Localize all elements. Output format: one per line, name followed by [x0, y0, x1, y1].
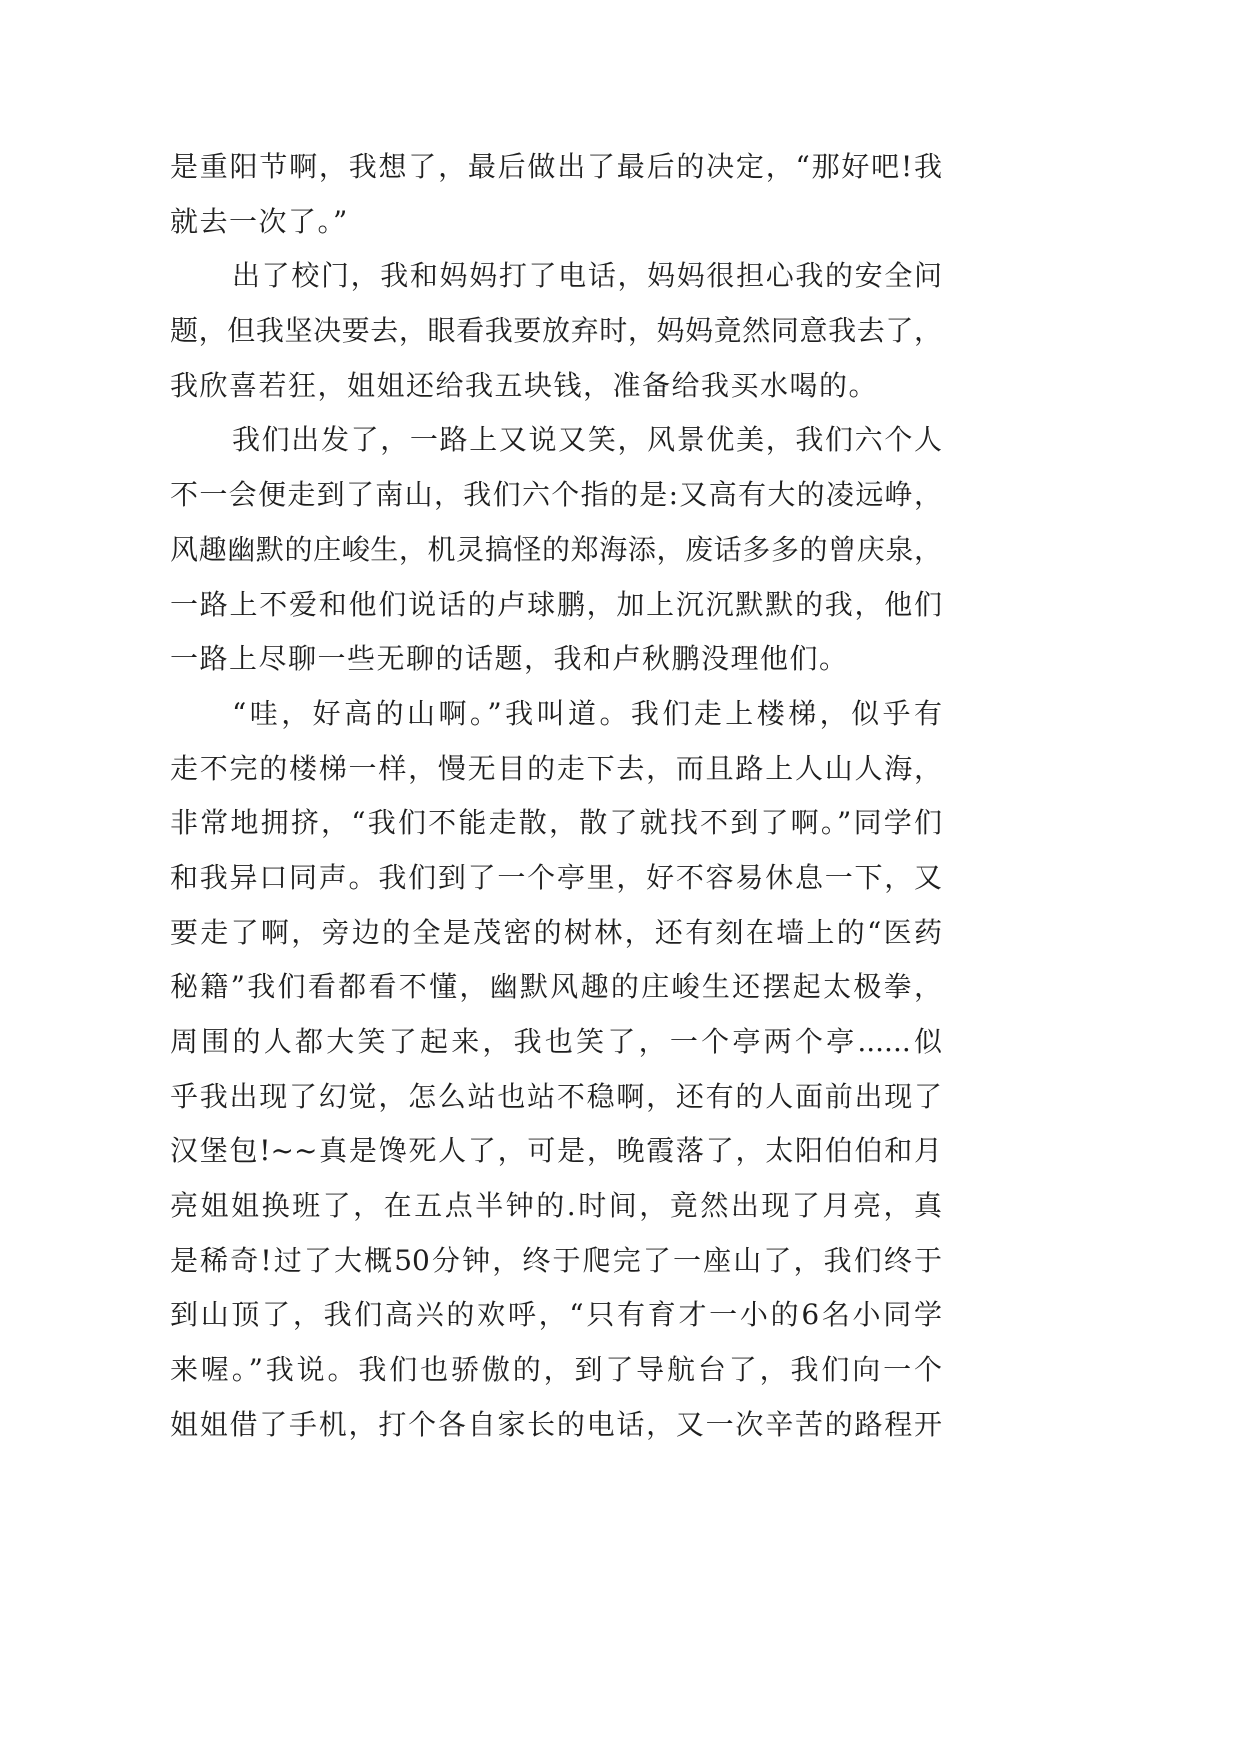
- paragraph: [170, 687, 942, 1453]
- text-line: 走不完的楼梯一样，慢无目的走下去，而且路上人山人海，: [170, 751, 942, 785]
- text-line: 到山顶了，我们高兴的欢呼，“只有育才一小的6名小同学: [170, 1298, 942, 1332]
- paragraph: [170, 140, 942, 249]
- text-line: 汉堡包!~~真是馋死人了，可是，晚霞落了，太阳伯伯和月: [170, 1134, 942, 1168]
- text-line: 题，但我坚决要去，眼看我要放弃时，妈妈竟然同意我去了，: [170, 314, 942, 348]
- text-line: 来喔。”我说。我们也骄傲的，到了导航台了，我们向一个: [170, 1353, 942, 1387]
- text-line: 和我异口同声。我们到了一个亭里，好不容易休息一下，又: [170, 860, 942, 894]
- text-line: 不一会便走到了南山，我们六个指的是:又高有大的凌远峥，: [170, 478, 942, 512]
- paragraph: [170, 413, 942, 686]
- text-line: 是重阳节啊，我想了，最后做出了最后的决定，“那好吧!我: [170, 150, 942, 183]
- text-line: 就去一次了。”: [170, 204, 349, 238]
- text-line: 秘籍”我们看都看不懂，幽默风趣的庄峻生还摆起太极拳，: [170, 970, 942, 1004]
- text-line: 姐姐借了手机，打个各自家长的电话，又一次辛苦的路程开: [170, 1407, 942, 1441]
- text-line: 亮姐姐换班了，在五点半钟的.时间，竟然出现了月亮，真: [170, 1189, 942, 1223]
- text-line: 是稀奇!过了大概50分钟，终于爬完了一座山了，我们终于: [170, 1243, 942, 1277]
- text-line: 我欣喜若狂，姐姐还给我五块钱，准备给我买水喝的。: [170, 368, 879, 402]
- text-line: “哇，好高的山啊。”我叫道。我们走上楼梯，似乎有: [232, 696, 942, 730]
- text-line: 乎我出现了幻觉，怎么站也站不稳啊，还有的人面前出现了: [170, 1079, 942, 1113]
- text-line: 一路上尽聊一些无聊的话题，我和卢秋鹏没理他们。: [170, 642, 849, 676]
- text-line: 一路上不爱和他们说话的卢球鹏，加上沉沉默默的我，他们: [170, 587, 942, 621]
- text-line: 非常地拥挤，“我们不能走散，散了就找不到了啊。”同学们: [170, 806, 942, 840]
- body-text: [170, 140, 942, 1453]
- text-line: 要走了啊，旁边的全是茂密的树林，还有刻在墙上的“医药: [170, 915, 942, 949]
- text-line: 风趣幽默的庄峻生，机灵搞怪的郑海添，废话多多的曾庆泉，: [170, 532, 942, 566]
- paragraph: [170, 249, 942, 413]
- text-line: 出了校门，我和妈妈打了电话，妈妈很担心我的安全问: [232, 259, 942, 293]
- text-line: 周围的人都大笑了起来，我也笑了，一个亭两个亭......似: [170, 1025, 942, 1058]
- text-line: 我们出发了，一路上又说又笑，风景优美，我们六个人: [232, 423, 942, 457]
